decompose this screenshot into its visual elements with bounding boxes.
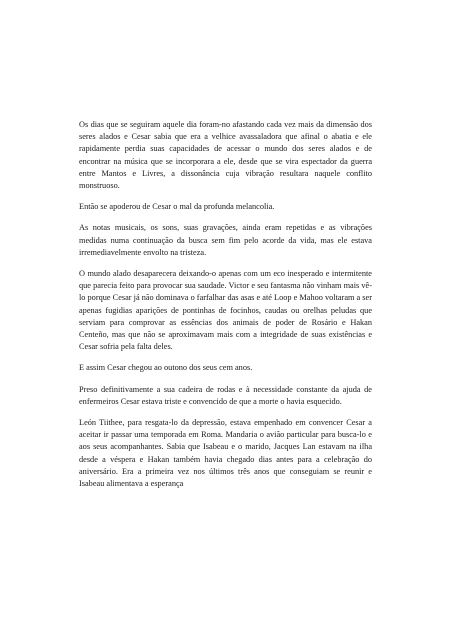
- paragraph-4: O mundo alado desaparecera deixando-o apenas com um eco inesperado e intermitente que parecia feito para provocar sua saudade. Victor e seu fantasma não vinham mais vê-lo porque Cesar já não dominava o farfalhar das asas e até Loop e Mahoo voltaram a ser apenas fugidias aparições de pontinhas de focinhos, caudas ou orelhas peludas que serviam para comprovar as essências dos animais de poder de Rosário e Hakan Centeño, mas que não se aproximavam mais com a integridade de suas existências e Cesar sofria pela falta deles.: [79, 269, 372, 352]
- body-text: [79, 119, 372, 490]
- paragraph-1: Os dias que se seguiram aquele dia foram-no afastando cada vez mais da dimensão dos seres alados e Cesar sabia que era a velhice avassaladora que afinal o abatia e ele rapidamente perdia suas capacidades de acessar o mundo dos seres alados e de encontrar na música que se incorporara a ele, desde que se vira espectador da guerra entre Mantos e Livres, a dissonância cuja vibração resultara naquele conflito monstruoso.: [79, 120, 372, 191]
- paragraph-6: Preso definitivamente a sua cadeira de rodas e à necessidade constante da ajuda de enfermeiros Cesar estava triste e convencido de que a morte o havia esquecido.: [79, 384, 372, 406]
- paragraph-3: As notas musicais, os sons, suas gravações, ainda eram repetidas e as vibrações medidas numa continuação da busca sem fim pelo acorde da vida, mas ele estava irremediavelmente envolto na tristeza.: [79, 223, 372, 257]
- paragraph-5: E assim Cesar chegou ao outono dos seus cem anos.: [79, 363, 253, 373]
- paragraph-2: Então se apoderou de Cesar o mal da profunda melancolia.: [79, 202, 275, 212]
- paragraph-7: León Tiithee, para resgata-lo da depressão, estava empenhado em convencer Cesar a aceitar ir passar uma temporada em Roma. Mandaria o avião particular para busca-lo e aos seus acompanhantes. Sabia que Isabeau e o marido, Jacques Lan estavam na ilha desde a véspera e Hakan também havia chegado dias antes para a celebração do aniversário. Era a primeira vez nos últimos três anos que conseguiam se reunir e Isabeau alimentava a esperança: [79, 418, 372, 489]
